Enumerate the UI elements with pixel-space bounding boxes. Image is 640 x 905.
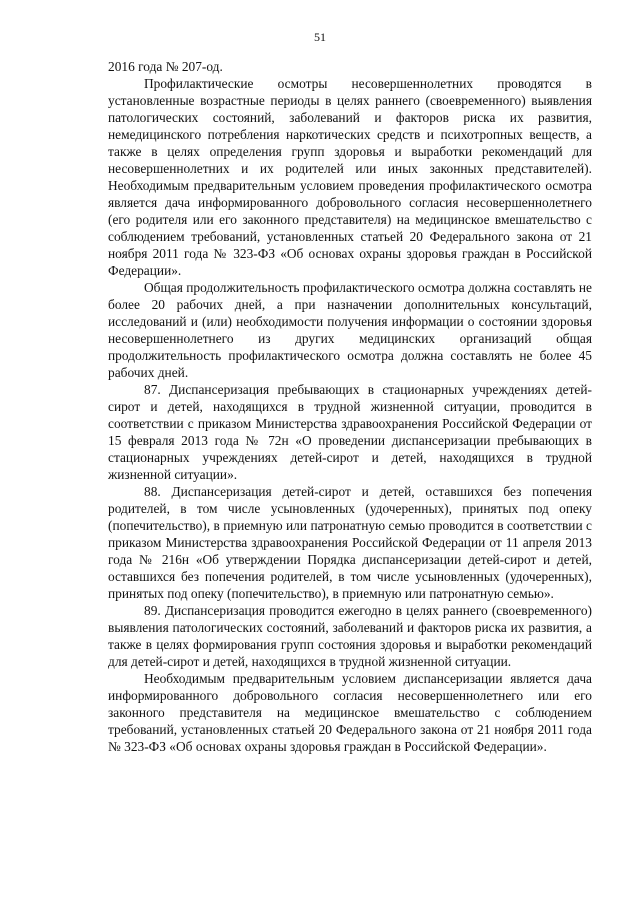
paragraph-item-88: 88. Диспансеризация детей-сирот и детей, оставшихся без попечения родителей, в том числе усыновленных (удочеренных), принятых под опеку (попечительство), в приемную или патронатную семью проводится в соответствии с приказом Министерства здравоохранения Российской Федерации от 11 апреля 2013 года № 216н «Об утверждении Порядка диспансеризации детей-сирот и детей, оставшихся без попечения родителей, в том числе усыновленных (удочеренных), принятых под опеку (попечительство), в приемную или патронатную семью». bbox=[108, 484, 592, 601]
document-body bbox=[108, 58, 592, 755]
paragraph-consent: Необходимым предварительным условием диспансеризации является дача информированного добровольного согласия несовершеннолетнего или его законного представителя на медицинское вмешательство с соблюдением требований, установленных статьей 20 Федерального закона от 21 ноября 2011 года № 323-ФЗ «Об основах охраны здоровья граждан в Российской Федерации». bbox=[108, 671, 592, 754]
paragraph-preventive-exams: Профилактические осмотры несовершеннолетних проводятся в установленные возрастные периоды в целях раннего (своевременного) выявления патологических состояний, заболеваний и факторов риска их развития, немедицинского потребления наркотических средств и психотропных веществ, а также в целях определения групп здоровья и выработки рекомендаций для несовершеннолетних и их родителей или иных законных представителей). Необходимым предварительным условием проведения профилактического осмотра является дача информированного добровольного согласия несовершеннолетнего (его родителя или его законного представителя) на медицинское вмешательство с соблюдением требований, установленных статьей 20 Федерального закона от 21 ноября 2011 года № 323-ФЗ «Об основах охраны здоровья граждан в Российской Федерации». bbox=[108, 76, 592, 278]
paragraph-continuation: 2016 года № 207-од. bbox=[108, 59, 223, 74]
page-number: 51 bbox=[314, 30, 326, 44]
paragraph-exam-duration: Общая продолжительность профилактического осмотра должна составлять не более 20 рабочих дней, а при назначении дополнительных консультаций, исследований и (или) необходимости получения информации о состоянии здоровья несовершеннолетнего из других медицинских организаций общая продолжительность профилактического осмотра должна составлять не более 45 рабочих дней. bbox=[108, 280, 592, 380]
paragraph-item-87: 87. Диспансеризация пребывающих в стационарных учреждениях детей-сирот и детей, находящихся в трудной жизненной ситуации, проводится в соответствии с приказом Министерства здравоохранения Российской Федерации от 15 февраля 2013 года № 72н «О проведении диспансеризации пребывающих в стационарных учреждениях детей-сирот и детей, находящихся в трудной жизненной ситуации». bbox=[108, 382, 592, 482]
paragraph-item-89: 89. Диспансеризация проводится ежегодно в целях раннего (своевременного) выявления патологических состояний, заболеваний и факторов риска их развития, а также в целях формирования групп состояния здоровья и выработки рекомендаций для детей-сирот и детей, находящихся в трудной жизненной ситуации. bbox=[108, 603, 592, 669]
